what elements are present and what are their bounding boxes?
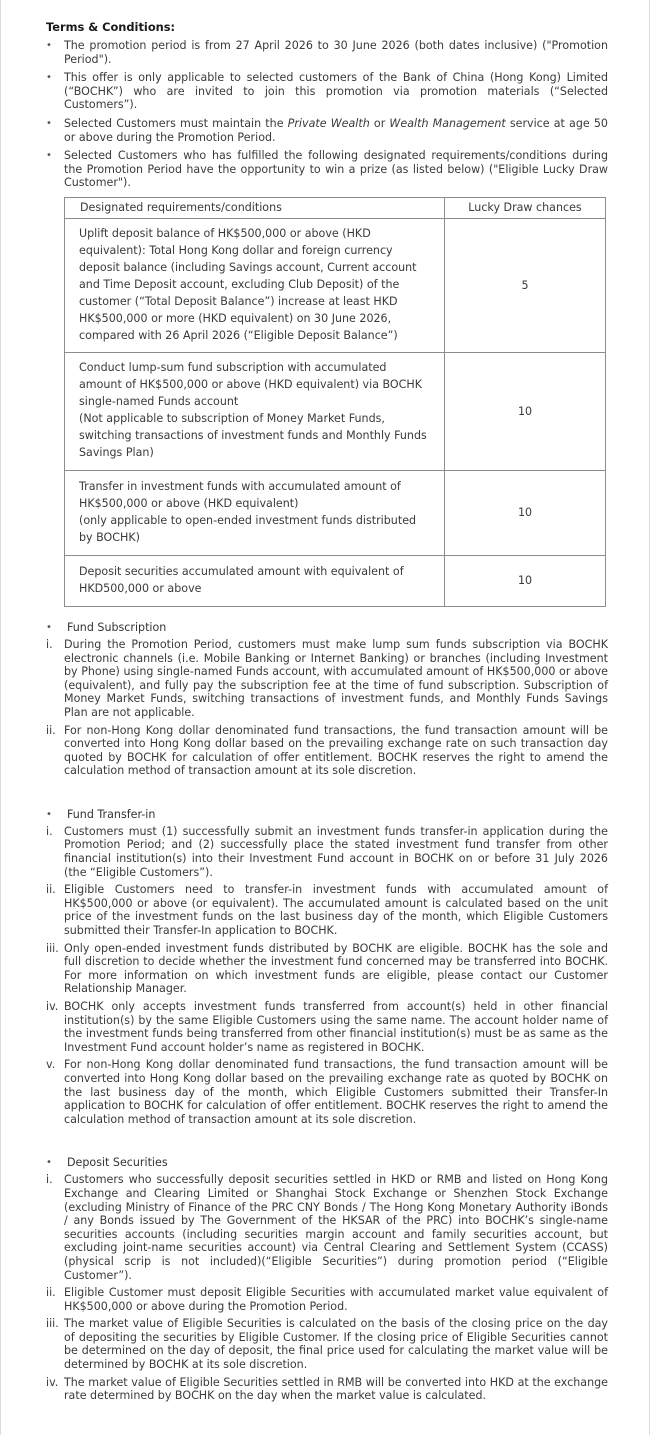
private-wealth-term: Private Wealth [287, 116, 370, 130]
requirements-table [64, 197, 606, 607]
list-item: iii. The market value of Eligible Securities is calculated on the basis of the closing price on the day of depositing the securities by Eligible Customer. If the closing price of Eligible Securities cannot be determined on the day of deposit, the final price used for calculating the market value will be determined by BOCHK at its sole discretion. [46, 1317, 608, 1372]
list-item: ii. Eligible Customers need to transfer-in investment funds with accumulated amount of HK$500,000 or above (or equivalent). The accumulated amount is calculated based on the unit price of the investment funds on the last business day of the month, which Eligible Customers submitted their Transfer-In application to BOCHK. [46, 883, 608, 938]
terms-bullet: • This offer is only applicable to selected customers of the Bank of China (Hong Kong) Limited (“BOCHK”) who are invited to join this promotion via promotion materials (“Selected Customers”). [46, 71, 608, 112]
fund-transfer-in-section [46, 808, 608, 1126]
deposit-securities-list [46, 1173, 608, 1403]
terms-content [46, 20, 608, 1407]
list-item: i. During the Promotion Period, customers must make lump sum funds subscription via BOCHK electronic channels (i.e. Mobile Banking or Internet Banking) or branches (including Investment by Phone) using single-named Funds account, with accumulated amount of HK$500,000 or above (equivalent), and fully pay the subscription fee at the time of fund subscription. Subscription of Money Market Funds, switching transactions of investment funds, and Monthly Funds Savings Plan are not applicable. [46, 637, 608, 719]
fund-subscription-list [46, 638, 608, 778]
fund-transfer-in-list [46, 825, 608, 1126]
terms-bullet: • Selected Customers who has fulfilled the following designated requirements/conditions during the Promotion Period have the opportunity to win a prize (as listed below) ("Eligible Lucky Draw Customer"). [46, 149, 608, 190]
terms-bullet-list [46, 39, 608, 190]
condition-cell: Transfer in investment funds with accumulated amount of HK$500,000 or above (HKD equivalent) (only applicable to open-ended investment funds distributed by BOCHK) [65, 470, 445, 555]
list-item: i. Customers who successfully deposit securities settled in HKD or RMB and listed on Hong Kong Exchange and Clearing Limited or Shanghai Stock Exchange or Shenzhen Stock Exchange (excluding Ministry of Finance of the PRC CNY Bonds / The Hong Kong Monetary Authority iBonds / any Bonds issued by The Government of the HKSAR of the PRC) into BOCHK’s single-name securities accounts (including securities margin account and family securities account, but excluding joint-name securities account) via Central Clearing and Settlement System (CCASS) (physical scrip is not included)(“Eligible Securities”) during promotion period (“Eligible Customer”). [46, 1173, 608, 1282]
table-row [65, 470, 606, 555]
header-lucky-draw-chances: Lucky Draw chances [445, 197, 606, 218]
terms-heading: Terms & Conditions: [46, 20, 176, 34]
table-row [65, 555, 606, 606]
condition-cell: Deposit securities accumulated amount with equivalent of HKD500,000 or above [65, 555, 445, 606]
section-title: • Deposit Securities [46, 1156, 608, 1170]
list-item: i. Customers must (1) successfully submit an investment funds transfer-in application during the Promotion Period; and (2) successfully place the stated investment fund transfer from other financial institution(s) into their Investment Fund account in BOCHK on or before 31 July 2026 (the “Eligible Customers”). [46, 824, 608, 879]
list-item: iv. The market value of Eligible Securities settled in RMB will be converted into HKD at the exchange rate determined by BOCHK on the day when the market value is calculated. [46, 1375, 608, 1403]
header-conditions: Designated requirements/conditions [65, 197, 445, 218]
list-item: iv. BOCHK only accepts investment funds transferred from account(s) held in other financial institution(s) by the same Eligible Customers using the same name. The account holder name of the investment funds being transferred from other financial institution(s) must be as same as the Investment Fund account holder’s name as registered in BOCHK. [46, 1000, 608, 1054]
table-row [65, 352, 606, 470]
chances-cell: 10 [445, 555, 606, 606]
chances-cell: 10 [445, 470, 606, 555]
condition-cell: Uplift deposit balance of HK$500,000 or above (HKD equivalent): Total Hong Kong dollar and foreign currency deposit balance (including Savings account, Current account and Time Deposit account, excluding Club Deposit) of the customer (“Total Deposit Balance”) increase at least HKD HK$500,000 or more (HKD equivalent) on 30 June 2026, compared with 26 April 2026 (“Eligible Deposit Balance”) [65, 218, 445, 352]
chances-cell: 10 [445, 352, 606, 470]
terms-bullet: • Selected Customers must maintain the Private Wealth or Wealth Management service at age 50 or above during the Promotion Period. [46, 117, 608, 144]
section-title: • Fund Transfer-in [46, 808, 608, 822]
chances-cell: 5 [445, 218, 606, 352]
condition-cell: Conduct lump-sum fund subscription with accumulated amount of HK$500,000 or above (HKD equivalent) via BOCHK single-named Funds account (Not applicable to subscription of Money Market Funds, switching transactions of investment funds and Monthly Funds Savings Plan) [65, 352, 445, 470]
table-row [65, 218, 606, 352]
wealth-management-term: Wealth Management [389, 116, 506, 130]
list-item: iii. Only open-ended investment funds distributed by BOCHK are eligible. BOCHK has the sole and full discretion to decide whether the investment fund concerned may be transferred into BOCHK. For more information on which investment funds are eligible, please contact our Customer Relationship Manager. [46, 941, 608, 996]
list-item: ii. For non-Hong Kong dollar denominated fund transactions, the fund transaction amount will be converted into Hong Kong dollar based on the prevailing exchange rate on such transaction day quoted by BOCHK for calculation of offer entitlement. BOCHK reserves the right to amend the calculation method of transaction amount at its sole discretion. [46, 723, 608, 778]
fund-subscription-section [46, 621, 608, 778]
terms-bullet: • The promotion period is from 27 April 2026 to 30 June 2026 (both dates inclusive) ("Promotion Period"). [46, 39, 608, 66]
table-header-row [65, 197, 606, 218]
section-title: • Fund Subscription [46, 621, 608, 635]
list-item: v. For non-Hong Kong dollar denominated fund transactions, the fund transaction amount will be converted into Hong Kong dollar based on the prevailing exchange rate as quoted by BOCHK on the last business day of the month, which Eligible Customers submitted their Transfer-In application to BOCHK for calculation of offer entitlement. BOCHK reserves the right to amend the calculation method of transaction amount at its sole discretion. [46, 1058, 608, 1126]
deposit-securities-section [46, 1156, 608, 1403]
list-item: ii. Eligible Customer must deposit Eligible Securities with accumulated market value equivalent of HK$500,000 or above during the Promotion Period. [46, 1286, 608, 1313]
